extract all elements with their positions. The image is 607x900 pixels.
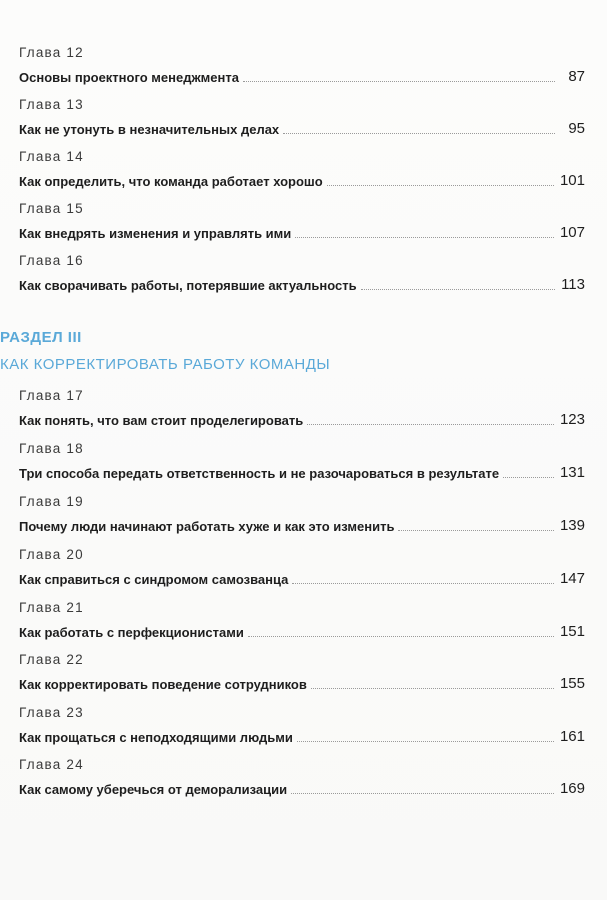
chapter-label: Глава 20 xyxy=(19,547,84,562)
toc-row xyxy=(19,777,585,799)
page-number: 113 xyxy=(561,276,585,293)
toc-entry xyxy=(19,493,585,536)
page-number: 151 xyxy=(559,623,585,640)
toc-row xyxy=(19,620,585,642)
chapter-label: Глава 16 xyxy=(19,253,84,268)
section-title: КАК КОРРЕКТИРОВАТЬ РАБОТУ КОМАНДЫ xyxy=(0,356,331,373)
page-number: 131 xyxy=(559,464,585,481)
toc-entry xyxy=(19,252,585,295)
chapter-label: Глава 19 xyxy=(19,494,84,509)
toc-row xyxy=(19,514,585,536)
page-number: 87 xyxy=(568,68,585,85)
chapter-title: Основы проектного менеджмента xyxy=(19,70,239,85)
chapter-title: Как понять, что вам стоит проделегировать xyxy=(19,413,304,428)
chapter-title: Как самому уберечься от деморализации xyxy=(19,782,288,797)
chapter-title: Почему люди начинают работать хуже и как это изменить xyxy=(19,519,395,534)
chapter-label: Глава 22 xyxy=(19,652,84,667)
page-number: 107 xyxy=(559,224,585,241)
toc-row xyxy=(19,461,585,483)
chapter-label: Глава 13 xyxy=(19,97,84,112)
section-label: РАЗДЕЛ III xyxy=(0,329,82,346)
toc-row xyxy=(19,65,585,87)
toc-row xyxy=(19,725,585,747)
toc-entry xyxy=(19,599,585,642)
dot-leader xyxy=(503,477,554,478)
toc-entry xyxy=(19,148,585,191)
page-number: 101 xyxy=(559,172,585,189)
dot-leader xyxy=(291,793,554,794)
dot-leader xyxy=(297,741,554,742)
chapter-title: Как корректировать поведение сотрудников xyxy=(19,677,307,692)
page-number: 161 xyxy=(559,728,585,745)
toc-entry xyxy=(19,440,585,483)
chapter-title: Как не утонуть в незначительных делах xyxy=(19,122,280,137)
dot-leader xyxy=(398,530,553,531)
dot-leader xyxy=(361,289,555,290)
chapter-label: Глава 14 xyxy=(19,149,84,164)
toc-row xyxy=(19,221,585,243)
chapter-title: Как прощаться с неподходящими людьми xyxy=(19,730,293,745)
toc-entry xyxy=(19,756,585,799)
page-number: 147 xyxy=(559,570,585,587)
page-number: 155 xyxy=(559,675,585,692)
toc-row xyxy=(19,273,585,295)
toc-entry xyxy=(19,651,585,694)
chapter-title: Как работать с перфекционистами xyxy=(19,625,244,640)
toc-row xyxy=(19,169,585,191)
toc-entry xyxy=(19,387,585,430)
chapter-label: Глава 18 xyxy=(19,441,84,456)
toc-row xyxy=(19,408,585,430)
chapter-title: Как справиться с синдромом самозванца xyxy=(19,572,289,587)
dot-leader xyxy=(295,237,554,238)
page-number: 123 xyxy=(559,411,585,428)
dot-leader xyxy=(292,583,554,584)
dot-leader xyxy=(327,185,554,186)
chapter-title: Как определить, что команда работает хорошо xyxy=(19,174,323,189)
chapter-label: Глава 23 xyxy=(19,705,84,720)
chapter-label: Глава 21 xyxy=(19,600,84,615)
toc-entry xyxy=(19,200,585,243)
toc-row xyxy=(19,117,585,139)
dot-leader xyxy=(248,636,554,637)
chapter-label: Глава 12 xyxy=(19,45,84,60)
toc-entry xyxy=(19,44,585,87)
chapter-label: Глава 15 xyxy=(19,201,84,216)
chapter-title: Как внедрять изменения и управлять ими xyxy=(19,226,292,241)
chapter-title: Три способа передать ответственность и не разочароваться в результате xyxy=(19,466,500,481)
dot-leader xyxy=(307,424,554,425)
chapter-label: Глава 24 xyxy=(19,757,84,772)
page-number: 95 xyxy=(568,120,585,137)
dot-leader xyxy=(243,81,555,82)
toc-entry xyxy=(19,704,585,747)
page-number: 169 xyxy=(559,780,585,797)
toc-row xyxy=(19,567,585,589)
chapter-label: Глава 17 xyxy=(19,388,84,403)
page-number: 139 xyxy=(559,517,585,534)
chapter-title: Как сворачивать работы, потерявшие актуальность xyxy=(19,278,357,293)
toc-entry xyxy=(19,96,585,139)
toc-row xyxy=(19,672,585,694)
dot-leader xyxy=(311,688,554,689)
toc-entry xyxy=(19,546,585,589)
dot-leader xyxy=(283,133,555,134)
